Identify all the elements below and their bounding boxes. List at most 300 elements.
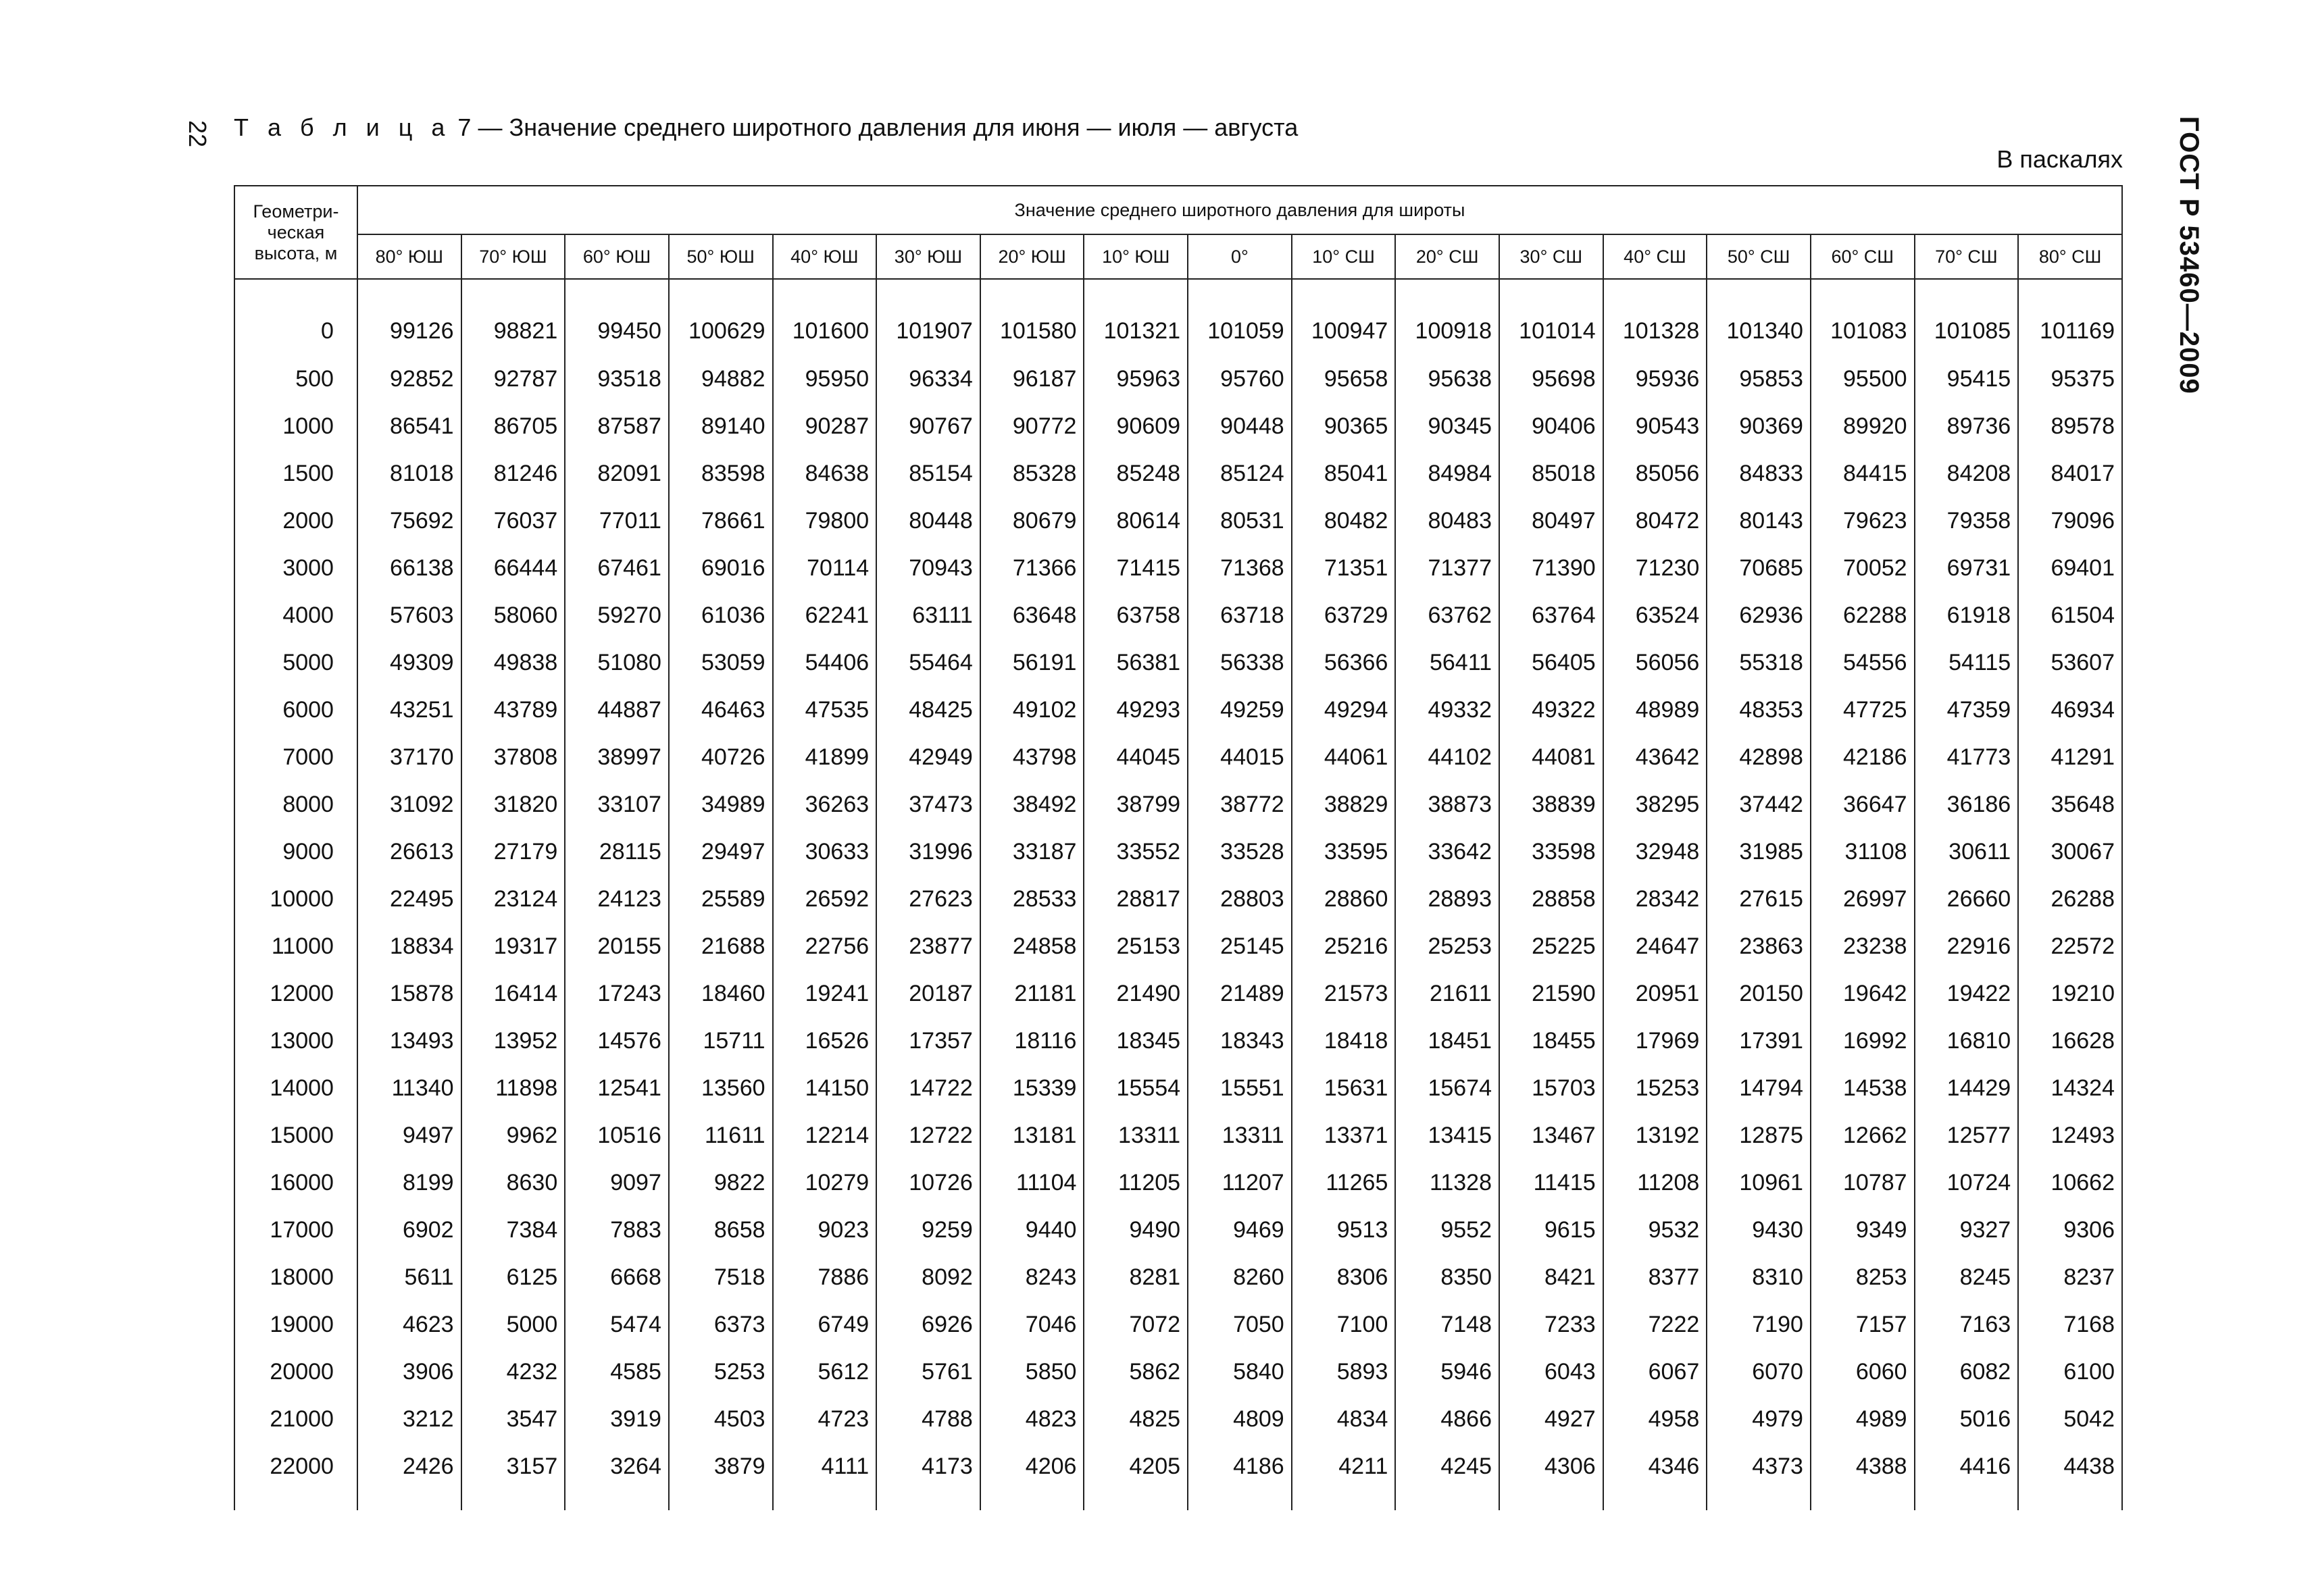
pressure-cell: 90287 bbox=[773, 403, 877, 450]
pressure-cell: 27179 bbox=[461, 828, 565, 875]
pressure-cell: 92787 bbox=[461, 355, 565, 403]
pressure-cell: 14576 bbox=[565, 1017, 669, 1064]
pressure-cell: 96334 bbox=[876, 355, 980, 403]
table-row bbox=[234, 1348, 2122, 1395]
pressure-cell: 24647 bbox=[1603, 923, 1707, 970]
pressure-cell: 13371 bbox=[1292, 1112, 1396, 1159]
pressure-cell: 13560 bbox=[669, 1064, 773, 1112]
pressure-cell: 61504 bbox=[2018, 592, 2122, 639]
pressure-cell: 7883 bbox=[565, 1206, 669, 1254]
pressure-cell: 66138 bbox=[357, 544, 461, 592]
pressure-cell: 90365 bbox=[1292, 403, 1396, 450]
pressure-cell: 58060 bbox=[461, 592, 565, 639]
pressure-cell: 28893 bbox=[1395, 875, 1499, 923]
pressure-cell: 69016 bbox=[669, 544, 773, 592]
pressure-cell: 85056 bbox=[1603, 450, 1707, 497]
pressure-cell: 56338 bbox=[1188, 639, 1292, 686]
pressure-cell: 101328 bbox=[1603, 279, 1707, 355]
pressure-cell: 8245 bbox=[1915, 1254, 2019, 1301]
height-cell: 20000 bbox=[234, 1348, 357, 1395]
pressure-cell: 27615 bbox=[1707, 875, 1811, 923]
pressure-cell: 101340 bbox=[1707, 279, 1811, 355]
pressure-cell: 7100 bbox=[1292, 1301, 1396, 1348]
pressure-cell: 90772 bbox=[980, 403, 1084, 450]
pressure-cell: 44102 bbox=[1395, 733, 1499, 781]
pressure-cell: 18343 bbox=[1188, 1017, 1292, 1064]
pressure-cell: 19642 bbox=[1811, 970, 1915, 1017]
pressure-cell: 6125 bbox=[461, 1254, 565, 1301]
pressure-cell: 5840 bbox=[1188, 1348, 1292, 1395]
pressure-cell: 38295 bbox=[1603, 781, 1707, 828]
pressure-cell: 51080 bbox=[565, 639, 669, 686]
height-cell: 5000 bbox=[234, 639, 357, 686]
pressure-cell: 2426 bbox=[357, 1443, 461, 1510]
pressure-cell: 20187 bbox=[876, 970, 980, 1017]
pressure-cell: 37170 bbox=[357, 733, 461, 781]
table-row bbox=[234, 828, 2122, 875]
pressure-cell: 89920 bbox=[1811, 403, 1915, 450]
pressure-cell: 63762 bbox=[1395, 592, 1499, 639]
pressure-cell: 43798 bbox=[980, 733, 1084, 781]
table-row bbox=[234, 1064, 2122, 1112]
pressure-cell: 5862 bbox=[1084, 1348, 1188, 1395]
pressure-cell: 3264 bbox=[565, 1443, 669, 1510]
pressure-cell: 63718 bbox=[1188, 592, 1292, 639]
pressure-cell: 44081 bbox=[1499, 733, 1603, 781]
pressure-cell: 25589 bbox=[669, 875, 773, 923]
pressure-cell: 70685 bbox=[1707, 544, 1811, 592]
pressure-cell: 49102 bbox=[980, 686, 1084, 733]
pressure-cell: 11415 bbox=[1499, 1159, 1603, 1206]
pressure-cell: 32948 bbox=[1603, 828, 1707, 875]
pressure-cell: 4438 bbox=[2018, 1443, 2122, 1510]
pressure-cell: 9349 bbox=[1811, 1206, 1915, 1254]
pressure-cell: 95500 bbox=[1811, 355, 1915, 403]
latitude-header: 50° ЮШ bbox=[669, 234, 773, 279]
pressure-cell: 76037 bbox=[461, 497, 565, 544]
pressure-cell: 84638 bbox=[773, 450, 877, 497]
pressure-cell: 43789 bbox=[461, 686, 565, 733]
pressure-cell: 6043 bbox=[1499, 1348, 1603, 1395]
pressure-cell: 35648 bbox=[2018, 781, 2122, 828]
height-cell: 12000 bbox=[234, 970, 357, 1017]
pressure-cell: 67461 bbox=[565, 544, 669, 592]
pressure-cell: 44887 bbox=[565, 686, 669, 733]
pressure-cell: 8350 bbox=[1395, 1254, 1499, 1301]
pressure-cell: 41773 bbox=[1915, 733, 2019, 781]
pressure-cell: 5253 bbox=[669, 1348, 773, 1395]
pressure-cell: 100947 bbox=[1292, 279, 1396, 355]
pressure-cell: 9615 bbox=[1499, 1206, 1603, 1254]
latitude-header: 70° СШ bbox=[1915, 234, 2019, 279]
height-cell: 11000 bbox=[234, 923, 357, 970]
pressure-cell: 80679 bbox=[980, 497, 1084, 544]
pressure-cell: 101083 bbox=[1811, 279, 1915, 355]
pressure-cell: 8630 bbox=[461, 1159, 565, 1206]
pressure-cell: 46934 bbox=[2018, 686, 2122, 733]
pressure-cell: 11205 bbox=[1084, 1159, 1188, 1206]
pressure-cell: 63729 bbox=[1292, 592, 1396, 639]
pressure-cell: 12722 bbox=[876, 1112, 980, 1159]
pressure-cell: 33595 bbox=[1292, 828, 1396, 875]
table-row bbox=[234, 279, 2122, 355]
pressure-cell: 30611 bbox=[1915, 828, 2019, 875]
pressure-cell: 59270 bbox=[565, 592, 669, 639]
pressure-cell: 5611 bbox=[357, 1254, 461, 1301]
pressure-cell: 84017 bbox=[2018, 450, 2122, 497]
pressure-cell: 25253 bbox=[1395, 923, 1499, 970]
table-row bbox=[234, 1159, 2122, 1206]
pressure-cell: 4245 bbox=[1395, 1443, 1499, 1510]
latitude-header: 70° ЮШ bbox=[461, 234, 565, 279]
pressure-cell: 4373 bbox=[1707, 1443, 1811, 1510]
pressure-cell: 89736 bbox=[1915, 403, 2019, 450]
pressure-cell: 5042 bbox=[2018, 1395, 2122, 1443]
table-row bbox=[234, 1443, 2122, 1510]
latitude-header: 80° ЮШ bbox=[357, 234, 461, 279]
document-code: ГОСТ Р 53460—2009 bbox=[2174, 116, 2204, 394]
pressure-cell: 95658 bbox=[1292, 355, 1396, 403]
pressure-cell: 44045 bbox=[1084, 733, 1188, 781]
pressure-cell: 22916 bbox=[1915, 923, 2019, 970]
pressure-cell: 4927 bbox=[1499, 1395, 1603, 1443]
pressure-cell: 90543 bbox=[1603, 403, 1707, 450]
pressure-cell: 79358 bbox=[1915, 497, 2019, 544]
pressure-cell: 21490 bbox=[1084, 970, 1188, 1017]
pressure-cell: 11328 bbox=[1395, 1159, 1499, 1206]
pressure-cell: 18834 bbox=[357, 923, 461, 970]
pressure-cell: 79800 bbox=[773, 497, 877, 544]
latitude-group-header: Значение среднего широтного давления для широты bbox=[357, 186, 2122, 234]
pressure-cell: 28803 bbox=[1188, 875, 1292, 923]
pressure-cell: 4346 bbox=[1603, 1443, 1707, 1510]
pressure-cell: 8658 bbox=[669, 1206, 773, 1254]
pressure-cell: 16810 bbox=[1915, 1017, 2019, 1064]
table-caption-label: Т а б л и ц а bbox=[234, 113, 451, 141]
pressure-cell: 6749 bbox=[773, 1301, 877, 1348]
pressure-cell: 31820 bbox=[461, 781, 565, 828]
pressure-cell: 33107 bbox=[565, 781, 669, 828]
table-row bbox=[234, 497, 2122, 544]
pressure-cell: 4205 bbox=[1084, 1443, 1188, 1510]
pressure-cell: 11265 bbox=[1292, 1159, 1396, 1206]
pressure-cell: 11208 bbox=[1603, 1159, 1707, 1206]
pressure-cell: 28817 bbox=[1084, 875, 1188, 923]
pressure-cell: 14150 bbox=[773, 1064, 877, 1112]
pressure-cell: 7148 bbox=[1395, 1301, 1499, 1348]
pressure-cell: 90609 bbox=[1084, 403, 1188, 450]
pressure-cell: 96187 bbox=[980, 355, 1084, 403]
pressure-cell: 18116 bbox=[980, 1017, 1084, 1064]
pressure-cell: 21611 bbox=[1395, 970, 1499, 1017]
pressure-cell: 8199 bbox=[357, 1159, 461, 1206]
height-cell: 8000 bbox=[234, 781, 357, 828]
table-body bbox=[234, 279, 2122, 1510]
pressure-cell: 90345 bbox=[1395, 403, 1499, 450]
pressure-cell: 80472 bbox=[1603, 497, 1707, 544]
pressure-cell: 30067 bbox=[2018, 828, 2122, 875]
pressure-cell: 7163 bbox=[1915, 1301, 2019, 1348]
pressure-cell: 26660 bbox=[1915, 875, 2019, 923]
latitude-header: 30° СШ bbox=[1499, 234, 1603, 279]
pressure-cell: 12214 bbox=[773, 1112, 877, 1159]
pressure-cell: 20951 bbox=[1603, 970, 1707, 1017]
pressure-cell: 101321 bbox=[1084, 279, 1188, 355]
height-cell: 21000 bbox=[234, 1395, 357, 1443]
latitude-header: 40° ЮШ bbox=[773, 234, 877, 279]
table-caption-text: 7 — Значение среднего широтного давления для июня — июля — августа bbox=[457, 113, 1299, 141]
pressure-cell: 9497 bbox=[357, 1112, 461, 1159]
pressure-cell: 38829 bbox=[1292, 781, 1396, 828]
pressure-cell: 4825 bbox=[1084, 1395, 1188, 1443]
pressure-cell: 47535 bbox=[773, 686, 877, 733]
pressure-cell: 94882 bbox=[669, 355, 773, 403]
pressure-cell: 4211 bbox=[1292, 1443, 1396, 1510]
pressure-cell: 12875 bbox=[1707, 1112, 1811, 1159]
pressure-cell: 26288 bbox=[2018, 875, 2122, 923]
pressure-cell: 37473 bbox=[876, 781, 980, 828]
pressure-cell: 13415 bbox=[1395, 1112, 1499, 1159]
pressure-cell: 25153 bbox=[1084, 923, 1188, 970]
pressure-cell: 3919 bbox=[565, 1395, 669, 1443]
pressure-cell: 14429 bbox=[1915, 1064, 2019, 1112]
pressure-cell: 18345 bbox=[1084, 1017, 1188, 1064]
pressure-cell: 16628 bbox=[2018, 1017, 2122, 1064]
pressure-cell: 9490 bbox=[1084, 1206, 1188, 1254]
pressure-cell: 14324 bbox=[2018, 1064, 2122, 1112]
pressure-cell: 31985 bbox=[1707, 828, 1811, 875]
pressure-cell: 4503 bbox=[669, 1395, 773, 1443]
pressure-cell: 23877 bbox=[876, 923, 980, 970]
pressure-cell: 11104 bbox=[980, 1159, 1084, 1206]
pressure-cell: 21688 bbox=[669, 923, 773, 970]
pressure-cell: 61036 bbox=[669, 592, 773, 639]
pressure-cell: 89140 bbox=[669, 403, 773, 450]
pressure-cell: 84208 bbox=[1915, 450, 2019, 497]
pressure-cell: 13493 bbox=[357, 1017, 461, 1064]
pressure-cell: 49332 bbox=[1395, 686, 1499, 733]
pressure-cell: 16992 bbox=[1811, 1017, 1915, 1064]
pressure-cell: 37442 bbox=[1707, 781, 1811, 828]
pressure-cell: 101169 bbox=[2018, 279, 2122, 355]
pressure-cell: 63758 bbox=[1084, 592, 1188, 639]
pressure-cell: 27623 bbox=[876, 875, 980, 923]
pressure-cell: 4979 bbox=[1707, 1395, 1811, 1443]
pressure-cell: 101907 bbox=[876, 279, 980, 355]
table-row bbox=[234, 1112, 2122, 1159]
pressure-cell: 95375 bbox=[2018, 355, 2122, 403]
pressure-cell: 8310 bbox=[1707, 1254, 1811, 1301]
height-cell: 13000 bbox=[234, 1017, 357, 1064]
pressure-cell: 62288 bbox=[1811, 592, 1915, 639]
pressure-cell: 38772 bbox=[1188, 781, 1292, 828]
pressure-cell: 21181 bbox=[980, 970, 1084, 1017]
pressure-cell: 12662 bbox=[1811, 1112, 1915, 1159]
height-cell: 15000 bbox=[234, 1112, 357, 1159]
pressure-cell: 3157 bbox=[461, 1443, 565, 1510]
table-row bbox=[234, 592, 2122, 639]
height-cell: 7000 bbox=[234, 733, 357, 781]
pressure-cell: 61918 bbox=[1915, 592, 2019, 639]
pressure-cell: 13952 bbox=[461, 1017, 565, 1064]
pressure-cell: 9440 bbox=[980, 1206, 1084, 1254]
pressure-cell: 7233 bbox=[1499, 1301, 1603, 1348]
table-row bbox=[234, 686, 2122, 733]
pressure-cell: 54556 bbox=[1811, 639, 1915, 686]
pressure-cell: 43642 bbox=[1603, 733, 1707, 781]
pressure-cell: 8281 bbox=[1084, 1254, 1188, 1301]
pressure-cell: 17969 bbox=[1603, 1017, 1707, 1064]
pressure-cell: 20155 bbox=[565, 923, 669, 970]
pressure-cell: 18460 bbox=[669, 970, 773, 1017]
latitude-header: 50° СШ bbox=[1707, 234, 1811, 279]
pressure-cell: 95950 bbox=[773, 355, 877, 403]
table-row bbox=[234, 923, 2122, 970]
pressure-cell: 11207 bbox=[1188, 1159, 1292, 1206]
pressure-cell: 6373 bbox=[669, 1301, 773, 1348]
latitude-header: 60° ЮШ bbox=[565, 234, 669, 279]
pressure-cell: 56191 bbox=[980, 639, 1084, 686]
pressure-cell: 71377 bbox=[1395, 544, 1499, 592]
pressure-cell: 17243 bbox=[565, 970, 669, 1017]
pressure-cell: 12493 bbox=[2018, 1112, 2122, 1159]
table-row bbox=[234, 403, 2122, 450]
pressure-cell: 7157 bbox=[1811, 1301, 1915, 1348]
pressure-cell: 71366 bbox=[980, 544, 1084, 592]
pressure-cell: 101014 bbox=[1499, 279, 1603, 355]
pressure-cell: 14794 bbox=[1707, 1064, 1811, 1112]
pressure-cell: 10726 bbox=[876, 1159, 980, 1206]
pressure-cell: 23238 bbox=[1811, 923, 1915, 970]
pressure-cell: 10662 bbox=[2018, 1159, 2122, 1206]
pressure-cell: 89578 bbox=[2018, 403, 2122, 450]
pressure-cell: 47359 bbox=[1915, 686, 2019, 733]
pressure-cell: 84415 bbox=[1811, 450, 1915, 497]
pressure-cell: 14538 bbox=[1811, 1064, 1915, 1112]
pressure-cell: 71390 bbox=[1499, 544, 1603, 592]
pressure-cell: 90406 bbox=[1499, 403, 1603, 450]
pressure-cell: 9513 bbox=[1292, 1206, 1396, 1254]
pressure-cell: 9532 bbox=[1603, 1206, 1707, 1254]
height-cell: 18000 bbox=[234, 1254, 357, 1301]
pressure-cell: 100918 bbox=[1395, 279, 1499, 355]
pressure-cell: 7886 bbox=[773, 1254, 877, 1301]
pressure-cell: 47725 bbox=[1811, 686, 1915, 733]
pressure-cell: 44061 bbox=[1292, 733, 1396, 781]
pressure-cell: 95638 bbox=[1395, 355, 1499, 403]
pressure-cell: 4958 bbox=[1603, 1395, 1707, 1443]
pressure-cell: 23124 bbox=[461, 875, 565, 923]
pressure-cell: 4111 bbox=[773, 1443, 877, 1510]
pressure-table bbox=[234, 185, 2123, 1510]
pressure-cell: 4623 bbox=[357, 1301, 461, 1348]
pressure-cell: 3906 bbox=[357, 1348, 461, 1395]
pressure-cell: 81246 bbox=[461, 450, 565, 497]
pressure-cell: 84833 bbox=[1707, 450, 1811, 497]
pressure-cell: 10279 bbox=[773, 1159, 877, 1206]
pressure-cell: 5612 bbox=[773, 1348, 877, 1395]
pressure-cell: 38492 bbox=[980, 781, 1084, 828]
pressure-cell: 84984 bbox=[1395, 450, 1499, 497]
pressure-cell: 28533 bbox=[980, 875, 1084, 923]
pressure-cell: 42898 bbox=[1707, 733, 1811, 781]
pressure-cell: 56366 bbox=[1292, 639, 1396, 686]
pressure-cell: 9822 bbox=[669, 1159, 773, 1206]
pressure-cell: 80483 bbox=[1395, 497, 1499, 544]
pressure-cell: 13181 bbox=[980, 1112, 1084, 1159]
pressure-cell: 9552 bbox=[1395, 1206, 1499, 1254]
pressure-cell: 12577 bbox=[1915, 1112, 2019, 1159]
pressure-cell: 5474 bbox=[565, 1301, 669, 1348]
pressure-cell: 15551 bbox=[1188, 1064, 1292, 1112]
pressure-cell: 17391 bbox=[1707, 1017, 1811, 1064]
pressure-cell: 8306 bbox=[1292, 1254, 1396, 1301]
pressure-cell: 17357 bbox=[876, 1017, 980, 1064]
pressure-cell: 62936 bbox=[1707, 592, 1811, 639]
pressure-cell: 4866 bbox=[1395, 1395, 1499, 1443]
pressure-cell: 75692 bbox=[357, 497, 461, 544]
pressure-cell: 19241 bbox=[773, 970, 877, 1017]
pressure-cell: 15674 bbox=[1395, 1064, 1499, 1112]
height-cell: 22000 bbox=[234, 1443, 357, 1510]
pressure-cell: 55464 bbox=[876, 639, 980, 686]
pressure-cell: 10787 bbox=[1811, 1159, 1915, 1206]
pressure-cell: 3547 bbox=[461, 1395, 565, 1443]
pressure-cell: 11898 bbox=[461, 1064, 565, 1112]
table-row bbox=[234, 355, 2122, 403]
pressure-cell: 26613 bbox=[357, 828, 461, 875]
pressure-cell: 5761 bbox=[876, 1348, 980, 1395]
pressure-cell: 21573 bbox=[1292, 970, 1396, 1017]
pressure-cell: 10961 bbox=[1707, 1159, 1811, 1206]
table-row bbox=[234, 970, 2122, 1017]
table-row bbox=[234, 875, 2122, 923]
pressure-cell: 5000 bbox=[461, 1301, 565, 1348]
pressure-cell: 8243 bbox=[980, 1254, 1084, 1301]
height-cell: 0 bbox=[234, 279, 357, 355]
pressure-cell: 79623 bbox=[1811, 497, 1915, 544]
pressure-cell: 9023 bbox=[773, 1206, 877, 1254]
pressure-cell: 7222 bbox=[1603, 1301, 1707, 1348]
pressure-cell: 8237 bbox=[2018, 1254, 2122, 1301]
pressure-cell: 8260 bbox=[1188, 1254, 1292, 1301]
pressure-cell: 16526 bbox=[773, 1017, 877, 1064]
page-number: 22 bbox=[184, 120, 211, 148]
pressure-cell: 49293 bbox=[1084, 686, 1188, 733]
pressure-cell: 37808 bbox=[461, 733, 565, 781]
pressure-cell: 101085 bbox=[1915, 279, 2019, 355]
pressure-cell: 21590 bbox=[1499, 970, 1603, 1017]
pressure-cell: 69731 bbox=[1915, 544, 2019, 592]
pressure-cell: 6067 bbox=[1603, 1348, 1707, 1395]
pressure-cell: 4173 bbox=[876, 1443, 980, 1510]
pressure-cell: 78661 bbox=[669, 497, 773, 544]
pressure-cell: 40726 bbox=[669, 733, 773, 781]
pressure-cell: 6902 bbox=[357, 1206, 461, 1254]
pressure-cell: 11340 bbox=[357, 1064, 461, 1112]
pressure-cell: 53059 bbox=[669, 639, 773, 686]
pressure-cell: 95698 bbox=[1499, 355, 1603, 403]
pressure-cell: 4834 bbox=[1292, 1395, 1396, 1443]
height-cell: 500 bbox=[234, 355, 357, 403]
pressure-cell: 93518 bbox=[565, 355, 669, 403]
pressure-cell: 9097 bbox=[565, 1159, 669, 1206]
pressure-cell: 5893 bbox=[1292, 1348, 1396, 1395]
latitude-header: 20° ЮШ bbox=[980, 234, 1084, 279]
pressure-cell: 4206 bbox=[980, 1443, 1084, 1510]
pressure-cell: 6070 bbox=[1707, 1348, 1811, 1395]
pressure-cell: 14722 bbox=[876, 1064, 980, 1112]
